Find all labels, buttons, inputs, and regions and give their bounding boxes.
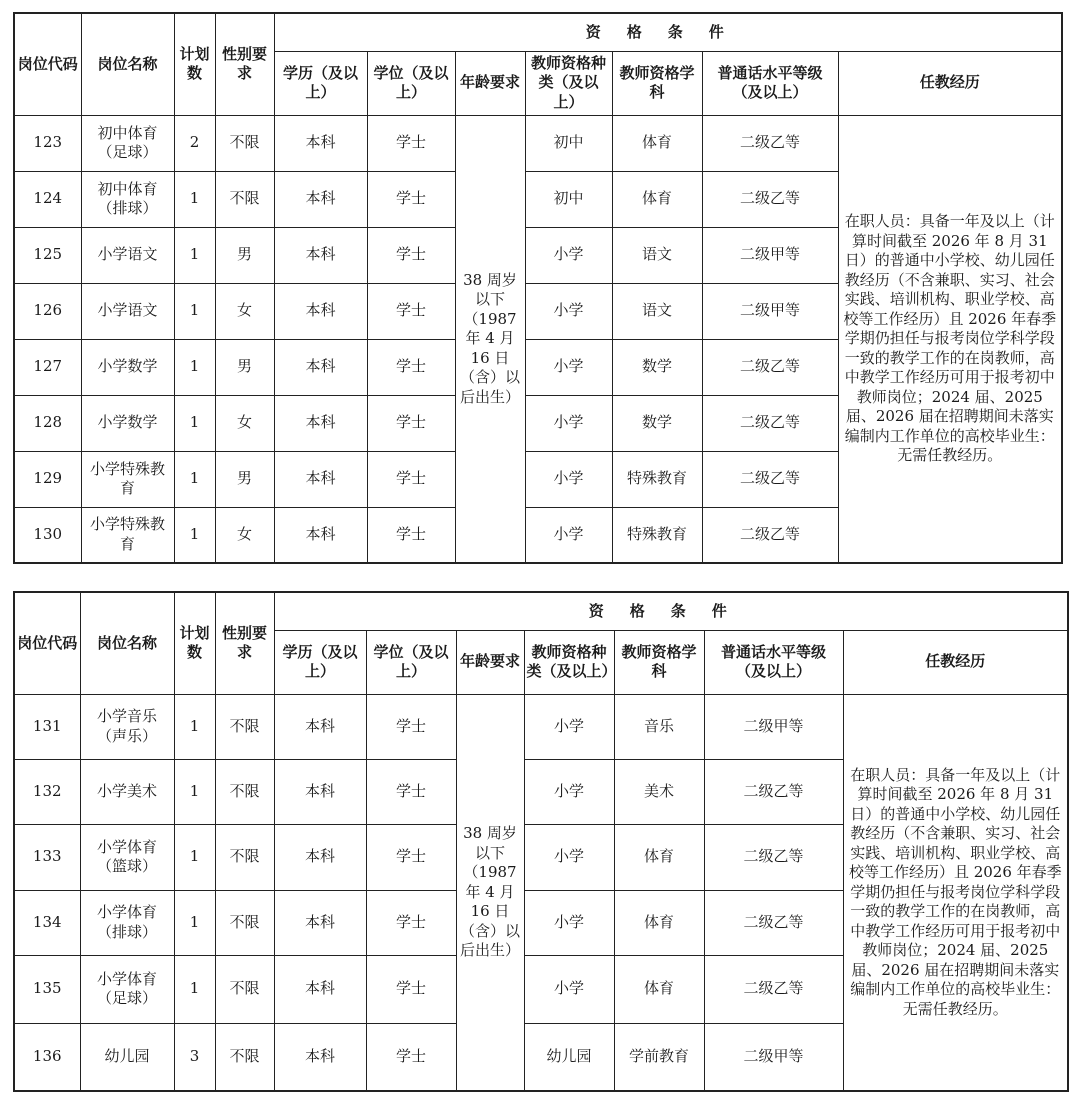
cell-plan: 2 — [174, 115, 215, 171]
cell-education: 本科 — [274, 227, 367, 283]
cell-education: 本科 — [274, 955, 366, 1023]
cell-gender: 男 — [215, 339, 274, 395]
cell-gender: 不限 — [215, 824, 274, 890]
cell-code: 133 — [14, 824, 80, 890]
cell-gender: 男 — [215, 451, 274, 507]
cell-experience: 在职人员：具备一年及以上（计算时间截至 2026 年 8 月 31 日）的普通中小学校、幼儿园任教经历（不含兼职、实习、社会实践、培训机构、职业学校、高校等工作经历）且 2026 年春季学期仍担任与报考岗位学科学段一致的教学工作的在岗教师，高中教学工作经历可用于报考初中教师岗位；2024 届、2025 届、2026 届在招聘期间未落实编制内工作单位的高校毕业生：无需任教经历。 — [843, 694, 1068, 1091]
cell-age-requirement: 38 周岁以下（1987 年 4 月 16 日（含）以后出生） — [455, 115, 525, 563]
cell-name: 小学美术 — [80, 759, 174, 824]
cell-cert-type: 小学 — [525, 507, 612, 563]
cell-name: 小学特殊教育 — [81, 451, 174, 507]
cell-name: 小学体育（排球） — [80, 890, 174, 955]
cell-cert-subject: 体育 — [612, 115, 702, 171]
cell-mandarin: 二级甲等 — [704, 1023, 843, 1091]
cell-code: 123 — [14, 115, 81, 171]
cell-cert-type: 初中 — [525, 171, 612, 227]
cell-code: 129 — [14, 451, 81, 507]
cell-code: 126 — [14, 283, 81, 339]
cell-cert-type: 小学 — [525, 395, 612, 451]
header-row-1 — [14, 592, 1068, 630]
cell-code: 136 — [14, 1023, 80, 1091]
cell-degree: 学士 — [366, 1023, 456, 1091]
col-header-qualification-group: 资格条件 — [274, 13, 1062, 51]
cell-mandarin: 二级甲等 — [702, 283, 838, 339]
cell-mandarin: 二级乙等 — [702, 339, 838, 395]
cell-cert-subject: 美术 — [614, 759, 704, 824]
cell-degree: 学士 — [367, 339, 455, 395]
cell-cert-type: 小学 — [525, 283, 612, 339]
cell-degree: 学士 — [366, 694, 456, 759]
cell-code: 131 — [14, 694, 80, 759]
col-header-mandarin: 普通话水平等级（及以上） — [702, 51, 838, 115]
cell-degree: 学士 — [367, 451, 455, 507]
cell-mandarin: 二级乙等 — [702, 171, 838, 227]
cell-plan: 1 — [174, 227, 215, 283]
cell-cert-subject: 语文 — [612, 227, 702, 283]
cell-education: 本科 — [274, 890, 366, 955]
cell-cert-type: 小学 — [524, 955, 614, 1023]
cell-education: 本科 — [274, 283, 367, 339]
cell-cert-subject: 语文 — [612, 283, 702, 339]
col-header-age: 年龄要求 — [456, 630, 524, 694]
col-header-gender: 性别要求 — [215, 13, 274, 115]
cell-name: 小学特殊教育 — [81, 507, 174, 563]
cell-plan: 1 — [174, 171, 215, 227]
cell-name: 幼儿园 — [80, 1023, 174, 1091]
cell-mandarin: 二级乙等 — [704, 955, 843, 1023]
cell-gender: 不限 — [215, 694, 274, 759]
cell-degree: 学士 — [367, 171, 455, 227]
col-header-degree: 学位（及以上） — [366, 630, 456, 694]
cell-plan: 1 — [174, 339, 215, 395]
cell-gender: 不限 — [215, 955, 274, 1023]
cell-code: 124 — [14, 171, 81, 227]
cell-mandarin: 二级乙等 — [702, 507, 838, 563]
cell-education: 本科 — [274, 1023, 366, 1091]
cell-name: 初中体育（排球） — [81, 171, 174, 227]
col-header-cert-type: 教师资格种类（及以上） — [524, 630, 614, 694]
cell-plan: 3 — [174, 1023, 215, 1091]
col-header-cert-subject: 教师资格学科 — [612, 51, 702, 115]
cell-plan: 1 — [174, 694, 215, 759]
cell-plan: 1 — [174, 890, 215, 955]
cell-gender: 不限 — [215, 759, 274, 824]
col-header-age: 年龄要求 — [455, 51, 525, 115]
cell-degree: 学士 — [366, 824, 456, 890]
cell-degree: 学士 — [367, 507, 455, 563]
cell-gender: 女 — [215, 283, 274, 339]
cell-name: 小学语文 — [81, 283, 174, 339]
cell-cert-subject: 数学 — [612, 339, 702, 395]
col-header-code: 岗位代码 — [14, 592, 80, 694]
cell-plan: 1 — [174, 283, 215, 339]
cell-degree: 学士 — [367, 283, 455, 339]
cell-cert-type: 小学 — [524, 890, 614, 955]
cell-cert-subject: 特殊教育 — [612, 507, 702, 563]
cell-experience: 在职人员：具备一年及以上（计算时间截至 2026 年 8 月 31 日）的普通中小学校、幼儿园任教经历（不含兼职、实习、社会实践、培训机构、职业学校、高校等工作经历）且 2026 年春季学期仍担任与报考岗位学科学段一致的教学工作的在岗教师，高中教学工作经历可用于报考初中教师岗位；2024 届、2025 届、2026 届在招聘期间未落实编制内工作单位的高校毕业生：无需任教经历。 — [838, 115, 1062, 563]
cell-cert-subject: 学前教育 — [614, 1023, 704, 1091]
cell-gender: 不限 — [215, 1023, 274, 1091]
cell-degree: 学士 — [367, 227, 455, 283]
cell-gender: 女 — [215, 507, 274, 563]
cell-age-requirement: 38 周岁以下（1987 年 4 月 16 日（含）以后出生） — [456, 694, 524, 1091]
cell-gender: 男 — [215, 227, 274, 283]
cell-mandarin: 二级乙等 — [704, 759, 843, 824]
col-header-gender: 性别要求 — [215, 592, 274, 694]
cell-code: 132 — [14, 759, 80, 824]
cell-education: 本科 — [274, 171, 367, 227]
cell-plan: 1 — [174, 507, 215, 563]
col-header-degree: 学位（及以上） — [367, 51, 455, 115]
col-header-education: 学历（及以上） — [274, 51, 367, 115]
col-header-experience: 任教经历 — [838, 51, 1062, 115]
cell-gender: 不限 — [215, 890, 274, 955]
cell-name: 小学语文 — [81, 227, 174, 283]
col-header-education: 学历（及以上） — [274, 630, 366, 694]
cell-code: 128 — [14, 395, 81, 451]
cell-cert-type: 初中 — [525, 115, 612, 171]
cell-cert-subject: 体育 — [614, 824, 704, 890]
cell-name: 小学数学 — [81, 339, 174, 395]
cell-mandarin: 二级乙等 — [702, 115, 838, 171]
cell-plan: 1 — [174, 395, 215, 451]
cell-mandarin: 二级甲等 — [702, 227, 838, 283]
cell-gender: 不限 — [215, 115, 274, 171]
cell-cert-type: 小学 — [525, 451, 612, 507]
cell-education: 本科 — [274, 339, 367, 395]
cell-education: 本科 — [274, 694, 366, 759]
table-row — [14, 694, 1068, 759]
cell-code: 127 — [14, 339, 81, 395]
cell-plan: 1 — [174, 451, 215, 507]
cell-degree: 学士 — [366, 890, 456, 955]
cell-cert-type: 幼儿园 — [524, 1023, 614, 1091]
cell-cert-type: 小学 — [524, 694, 614, 759]
cell-cert-subject: 体育 — [614, 890, 704, 955]
cell-code: 135 — [14, 955, 80, 1023]
cell-education: 本科 — [274, 507, 367, 563]
cell-cert-subject: 音乐 — [614, 694, 704, 759]
col-header-name: 岗位名称 — [80, 592, 174, 694]
cell-name: 小学体育（篮球） — [80, 824, 174, 890]
cell-cert-subject: 体育 — [612, 171, 702, 227]
col-header-cert-subject: 教师资格学科 — [614, 630, 704, 694]
recruitment-table-2 — [13, 591, 1069, 1092]
cell-degree: 学士 — [367, 395, 455, 451]
cell-mandarin: 二级甲等 — [704, 694, 843, 759]
cell-mandarin: 二级乙等 — [704, 890, 843, 955]
col-header-plan: 计划数 — [174, 592, 215, 694]
recruitment-table-1 — [13, 12, 1063, 564]
cell-cert-type: 小学 — [525, 227, 612, 283]
cell-plan: 1 — [174, 824, 215, 890]
cell-name: 小学音乐（声乐） — [80, 694, 174, 759]
cell-name: 初中体育（足球） — [81, 115, 174, 171]
table-row — [14, 115, 1062, 171]
cell-education: 本科 — [274, 451, 367, 507]
cell-cert-type: 小学 — [524, 759, 614, 824]
col-header-plan: 计划数 — [174, 13, 215, 115]
cell-degree: 学士 — [366, 759, 456, 824]
col-header-name: 岗位名称 — [81, 13, 174, 115]
cell-gender: 女 — [215, 395, 274, 451]
col-header-mandarin: 普通话水平等级（及以上） — [704, 630, 843, 694]
cell-code: 134 — [14, 890, 80, 955]
col-header-cert-type: 教师资格种类（及以上） — [525, 51, 612, 115]
cell-cert-subject: 数学 — [612, 395, 702, 451]
col-header-code: 岗位代码 — [14, 13, 81, 115]
cell-education: 本科 — [274, 115, 367, 171]
cell-education: 本科 — [274, 395, 367, 451]
col-header-qualification-group: 资格条件 — [274, 592, 1068, 630]
cell-mandarin: 二级乙等 — [702, 451, 838, 507]
cell-name: 小学体育（足球） — [80, 955, 174, 1023]
cell-cert-type: 小学 — [524, 824, 614, 890]
cell-cert-subject: 体育 — [614, 955, 704, 1023]
cell-mandarin: 二级乙等 — [702, 395, 838, 451]
cell-plan: 1 — [174, 759, 215, 824]
cell-degree: 学士 — [367, 115, 455, 171]
cell-cert-subject: 特殊教育 — [612, 451, 702, 507]
cell-name: 小学数学 — [81, 395, 174, 451]
cell-mandarin: 二级乙等 — [704, 824, 843, 890]
cell-education: 本科 — [274, 759, 366, 824]
header-row-1 — [14, 13, 1062, 51]
cell-gender: 不限 — [215, 171, 274, 227]
cell-code: 130 — [14, 507, 81, 563]
cell-plan: 1 — [174, 955, 215, 1023]
cell-education: 本科 — [274, 824, 366, 890]
col-header-experience: 任教经历 — [843, 630, 1068, 694]
cell-cert-type: 小学 — [525, 339, 612, 395]
cell-code: 125 — [14, 227, 81, 283]
cell-degree: 学士 — [366, 955, 456, 1023]
